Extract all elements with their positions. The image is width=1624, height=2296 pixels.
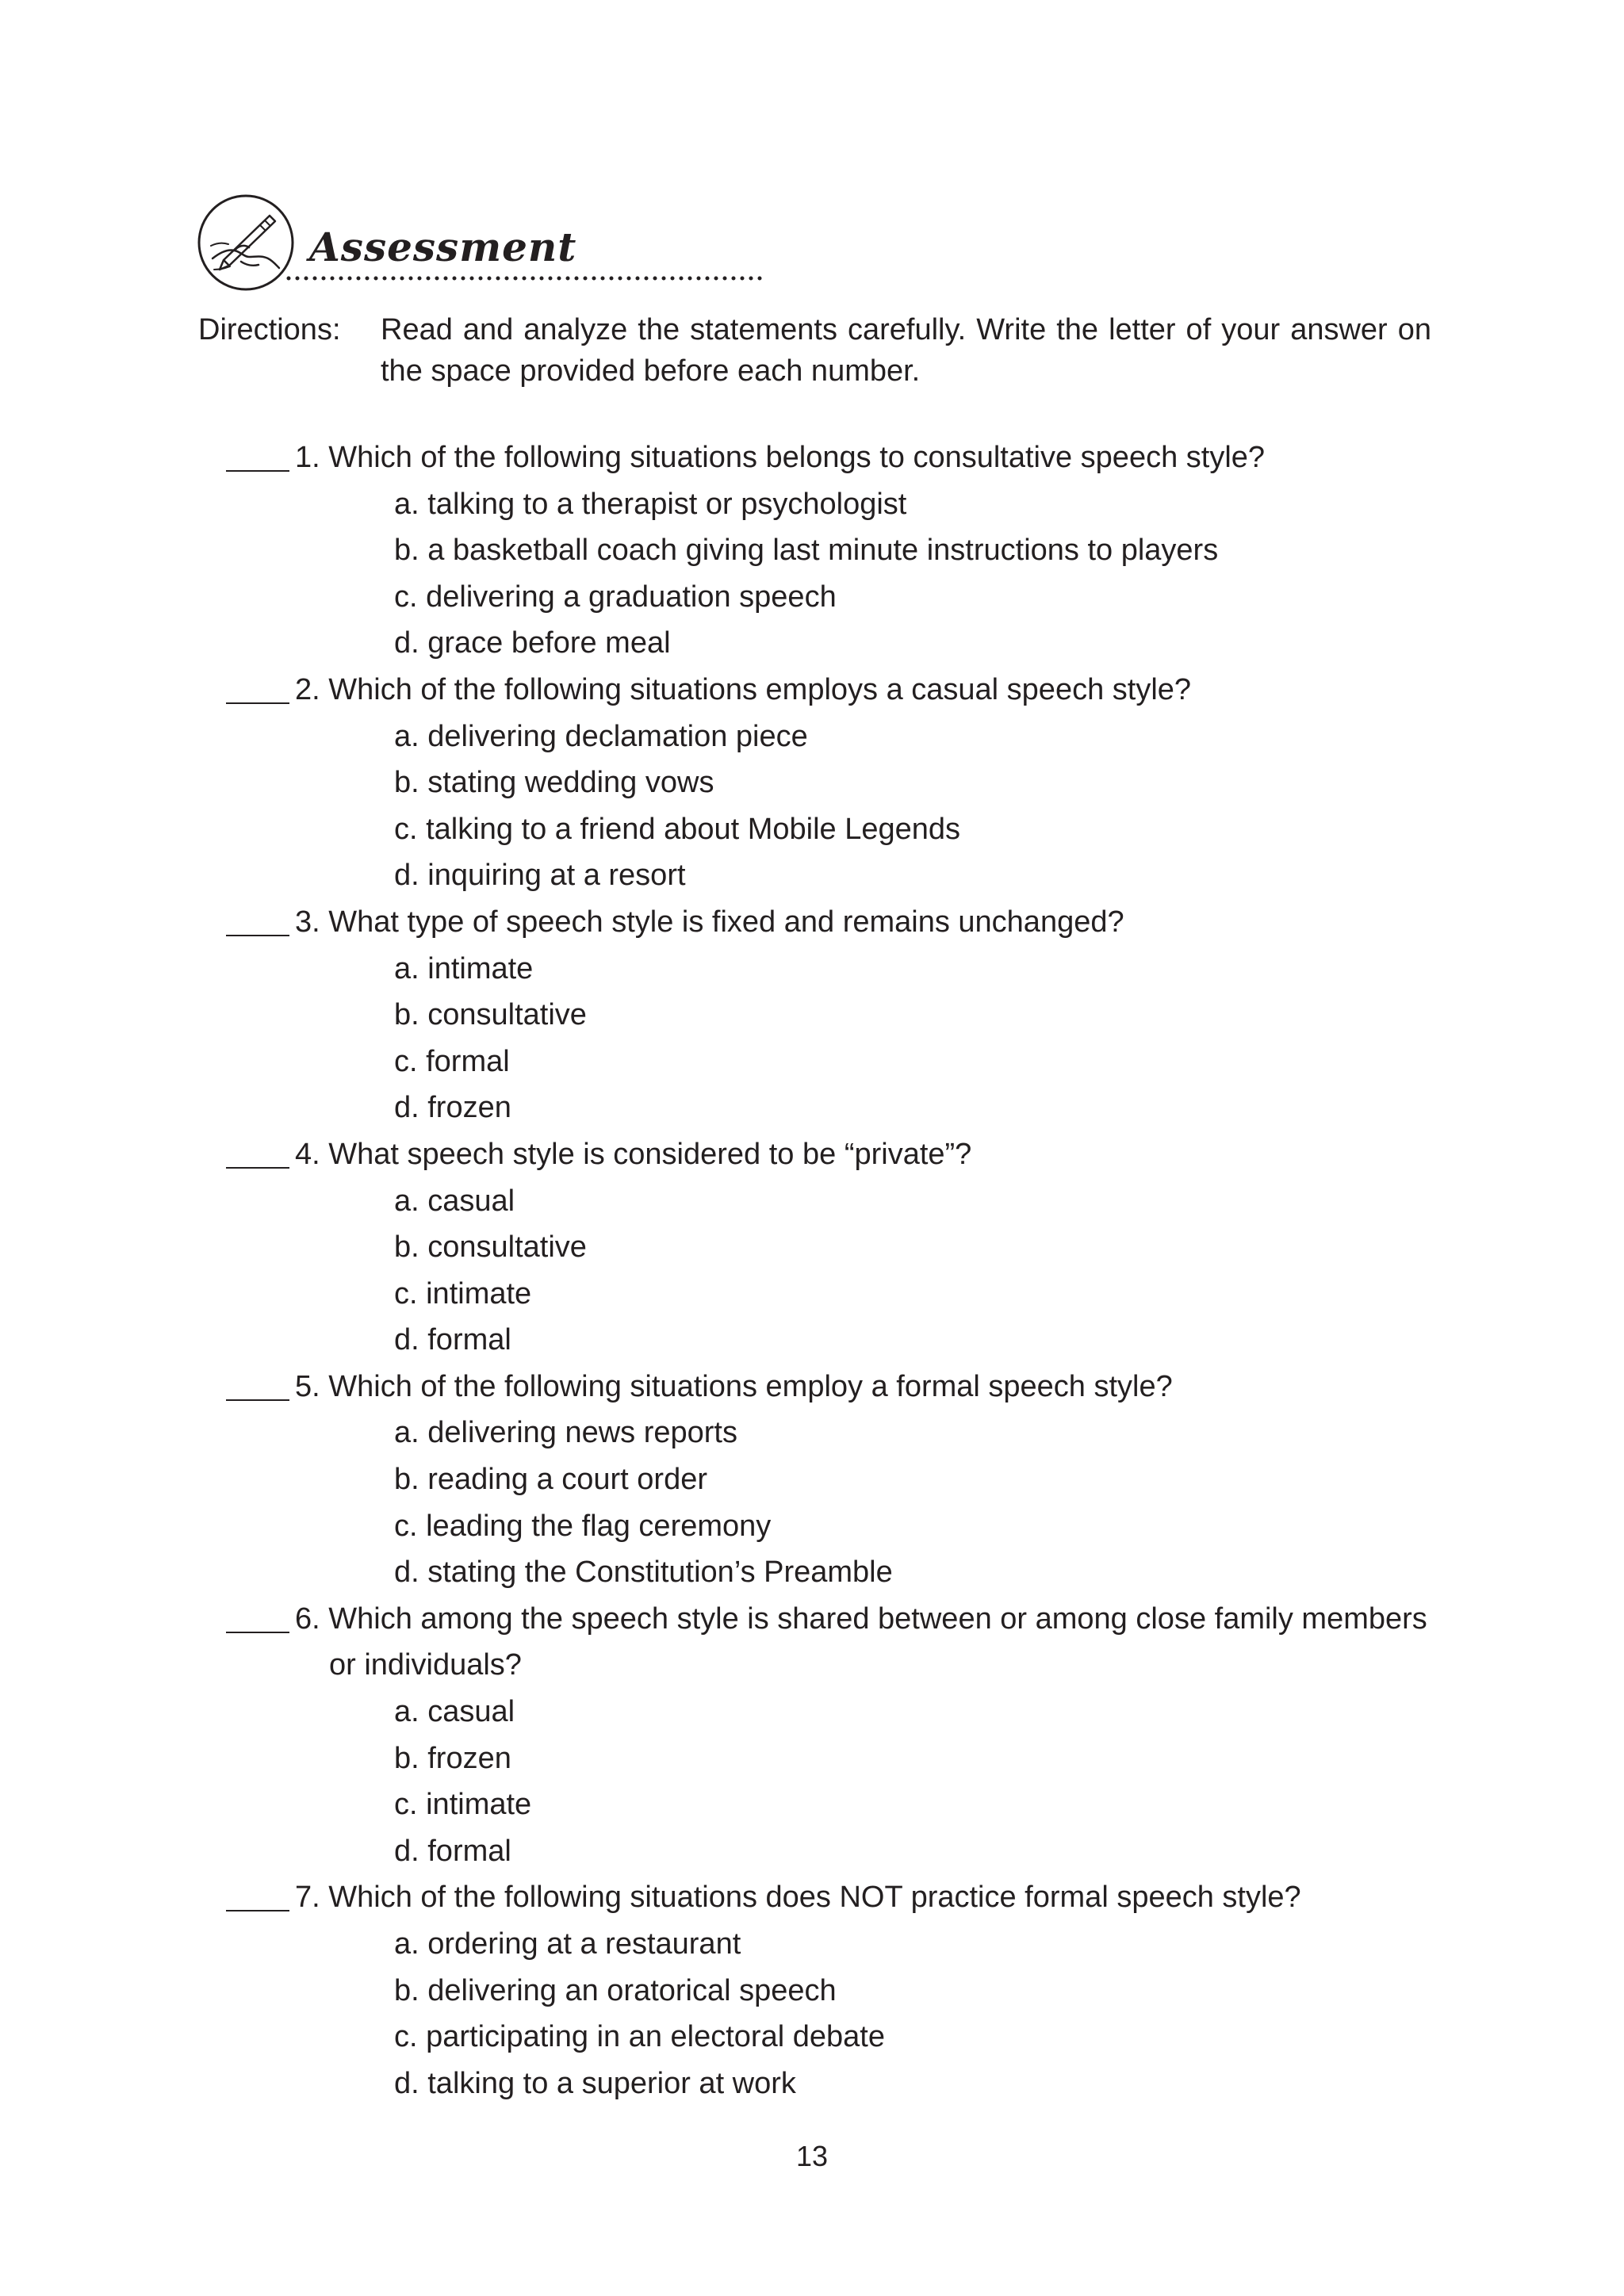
answer-choice: c. intimate (394, 1788, 532, 1822)
question-text (0, 899, 1624, 946)
question-text-continued (0, 1642, 1624, 1689)
question-item (0, 1596, 1624, 1875)
question-text (0, 434, 1624, 481)
question-text-span: 4. What speech style is considered to be “private”? (295, 1137, 972, 1171)
directions-text: Read and analyze the statements carefully. Write the letter of your answer on the space provided before each number. (381, 313, 1431, 388)
answer-choice: b. a basketball coach giving last minute instructions to players (394, 534, 1219, 568)
question-text-span: 2. Which of the following situations employs a casual speech style? (295, 672, 1192, 706)
dotted-underline (285, 273, 769, 284)
answer-choice: b. reading a court order (394, 1463, 708, 1497)
answer-choice: c. intimate (394, 1276, 532, 1311)
question-list (0, 434, 1624, 2107)
question-text-span: 6. Which among the speech style is shared between or among close family members (295, 1601, 1427, 1636)
directions-label: Directions: (198, 313, 341, 346)
answer-choice: c. talking to a friend about Mobile Legends (394, 812, 961, 846)
question-text-span: or individuals? (329, 1648, 522, 1682)
choice-list (0, 481, 1624, 667)
assessment-header (197, 193, 577, 297)
answer-blank[interactable] (226, 1910, 289, 1911)
question-item (0, 434, 1624, 667)
question-item (0, 1364, 1624, 1596)
answer-choice: b. consultative (394, 1230, 587, 1265)
answer-choice: a. casual (394, 1184, 515, 1218)
answer-choice: d. talking to a superior at work (394, 2066, 796, 2100)
answer-choice: c. participating in an electoral debate (394, 2020, 885, 2054)
answer-choice: d. formal (394, 1834, 511, 1868)
answer-choice: b. stating wedding vows (394, 766, 714, 800)
question-text-span: 5. Which of the following situations employ a formal speech style? (295, 1369, 1173, 1403)
choice-list (0, 1178, 1624, 1364)
question-text (0, 1874, 1624, 1921)
question-text-span: 7. Which of the following situations does NOT practice formal speech style? (295, 1881, 1301, 1915)
answer-blank[interactable] (226, 935, 289, 936)
question-text (0, 1596, 1624, 1643)
question-item (0, 899, 1624, 1131)
answer-choice: d. grace before meal (394, 626, 671, 660)
answer-choice: c. formal (394, 1044, 510, 1078)
assessment-title: Assessment (309, 224, 577, 270)
answer-blank[interactable] (226, 1632, 289, 1633)
question-text-span: 3. What type of speech style is fixed and remains unchanged? (295, 905, 1124, 939)
question-text (0, 1131, 1624, 1178)
choice-list (0, 1921, 1624, 2107)
answer-choice: c. delivering a graduation speech (394, 580, 837, 614)
choice-list (0, 714, 1624, 899)
answer-choice: d. formal (394, 1323, 511, 1357)
answer-choice: a. casual (394, 1695, 515, 1729)
answer-choice: d. frozen (394, 1091, 511, 1125)
question-item (0, 1874, 1624, 2107)
answer-choice: a. delivering declamation piece (394, 719, 808, 753)
choice-list (0, 1410, 1624, 1595)
answer-choice: a. delivering news reports (394, 1416, 737, 1450)
answer-blank[interactable] (226, 1167, 289, 1169)
question-text-span: 1. Which of the following situations belongs to consultative speech style? (295, 441, 1266, 474)
pen-in-hand-icon (197, 193, 295, 292)
answer-blank[interactable] (226, 702, 289, 704)
question-text (0, 1364, 1624, 1410)
answer-choice: b. consultative (394, 998, 587, 1032)
answer-choice: a. talking to a therapist or psychologist (394, 487, 907, 521)
answer-choice: c. leading the flag ceremony (394, 1509, 772, 1543)
answer-choice: b. frozen (394, 1741, 511, 1775)
answer-choice: a. intimate (394, 951, 534, 985)
answer-choice: b. delivering an oratorical speech (394, 1973, 837, 2007)
question-item (0, 1131, 1624, 1364)
page-number: 13 (795, 2140, 829, 2172)
answer-choice: a. ordering at a restaurant (394, 1927, 741, 1961)
answer-blank[interactable] (226, 1399, 289, 1401)
question-text (0, 667, 1624, 714)
choice-list (0, 1689, 1624, 1874)
answer-blank[interactable] (226, 470, 289, 472)
answer-choice: d. stating the Constitution’s Preamble (394, 1556, 893, 1590)
question-item (0, 667, 1624, 899)
choice-list (0, 946, 1624, 1131)
answer-choice: d. inquiring at a resort (394, 859, 686, 893)
